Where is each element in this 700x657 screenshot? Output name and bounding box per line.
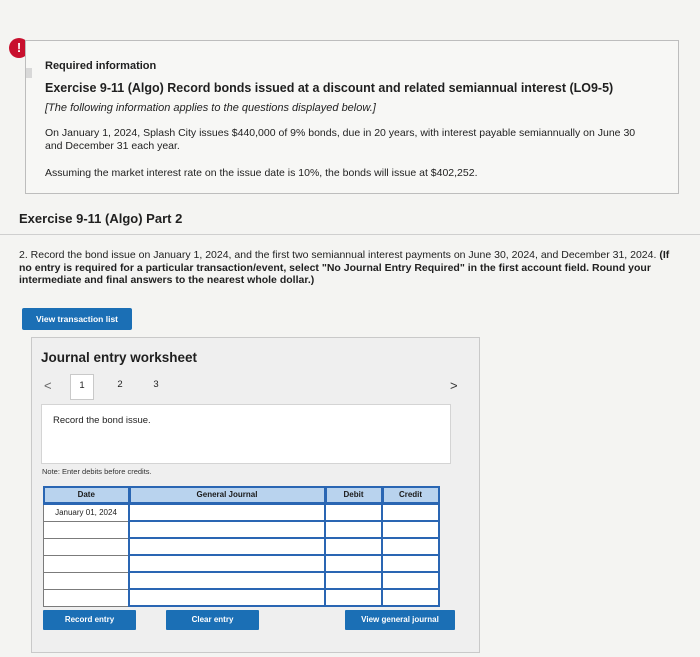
credit-input[interactable] (382, 572, 439, 589)
table-row (44, 504, 440, 521)
table-row (44, 521, 440, 538)
date-cell[interactable] (44, 538, 130, 555)
view-transaction-list-button[interactable]: View transaction list (22, 308, 132, 330)
info-title: Required information (45, 60, 157, 72)
debits-note: Note: Enter debits before credits. (42, 467, 152, 476)
debit-input[interactable] (325, 504, 382, 521)
account-input[interactable] (129, 504, 325, 521)
chevron-right-icon[interactable]: > (450, 378, 458, 393)
debit-input[interactable] (325, 538, 382, 555)
date-cell[interactable] (44, 555, 130, 572)
tab-2[interactable]: 2 (117, 379, 123, 390)
record-entry-button[interactable]: Record entry (43, 610, 136, 630)
debit-input[interactable] (325, 572, 382, 589)
instructions-bold: (If no entry is required for a particular transaction/event, select "No Journal Entry Required" in the first account field. Round your intermediate and final answers to the nearest whole dollar.) (19, 249, 670, 286)
tab-3[interactable]: 3 (153, 379, 159, 390)
credit-header: Credit (382, 487, 439, 505)
info-paragraph-1: On January 1, 2024, Splash City issues $440,000 of 9% bonds, due in 20 years, with interest payable semiannually on June 30 and December 31 each year. (45, 127, 636, 152)
date-cell[interactable]: January 01, 2024 (44, 504, 130, 521)
date-header: Date (44, 487, 130, 505)
divider (0, 234, 700, 235)
part-title: Exercise 9-11 (Algo) Part 2 (19, 211, 183, 226)
journal-entry-worksheet (31, 337, 480, 653)
task-box (41, 404, 451, 464)
credit-input[interactable] (382, 555, 439, 572)
clear-entry-button[interactable]: Clear entry (166, 610, 259, 630)
date-cell[interactable] (44, 589, 130, 606)
chevron-left-icon[interactable]: < (44, 378, 52, 393)
info-note: [The following information applies to the questions displayed below.] (45, 102, 376, 114)
date-cell[interactable] (44, 572, 130, 589)
date-cell[interactable] (44, 521, 130, 538)
alert-icon: ! (9, 38, 29, 58)
worksheet-title: Journal entry worksheet (41, 350, 198, 365)
table-row (44, 589, 440, 606)
task-text: Record the bond issue. (53, 415, 151, 426)
account-input[interactable] (129, 538, 325, 555)
exercise-heading: Exercise 9-11 (Algo) Record bonds issued at a discount and related semiannual interest (LO9-5) (45, 81, 614, 95)
credit-input[interactable] (382, 504, 439, 521)
table-row (44, 572, 440, 589)
table-header-row (44, 487, 440, 505)
debit-header: Debit (325, 487, 382, 505)
credit-input[interactable] (382, 538, 439, 555)
info-paragraph-2: Assuming the market interest rate on the issue date is 10%, the bonds will issue at $402,252. (45, 167, 478, 179)
collapse-handle[interactable] (26, 68, 32, 78)
table-row (44, 538, 440, 555)
account-input[interactable] (129, 521, 325, 538)
view-general-journal-button[interactable]: View general journal (345, 610, 455, 630)
debit-input[interactable] (325, 521, 382, 538)
debit-input[interactable] (325, 555, 382, 572)
debit-input[interactable] (325, 589, 382, 606)
required-information-panel (25, 40, 679, 194)
credit-input[interactable] (382, 521, 439, 538)
credit-input[interactable] (382, 589, 439, 606)
account-input[interactable] (129, 589, 325, 606)
account-input[interactable] (129, 572, 325, 589)
account-input[interactable] (129, 555, 325, 572)
instructions (19, 249, 679, 287)
table-row (44, 555, 440, 572)
tab-1[interactable]: 1 (70, 374, 94, 400)
general-journal-header: General Journal (129, 487, 325, 505)
instructions-text: 2. Record the bond issue on January 1, 2024, and the first two semiannual interest payments on June 30, 2024, and December 31, 2024. (19, 249, 660, 261)
journal-table (43, 486, 440, 607)
